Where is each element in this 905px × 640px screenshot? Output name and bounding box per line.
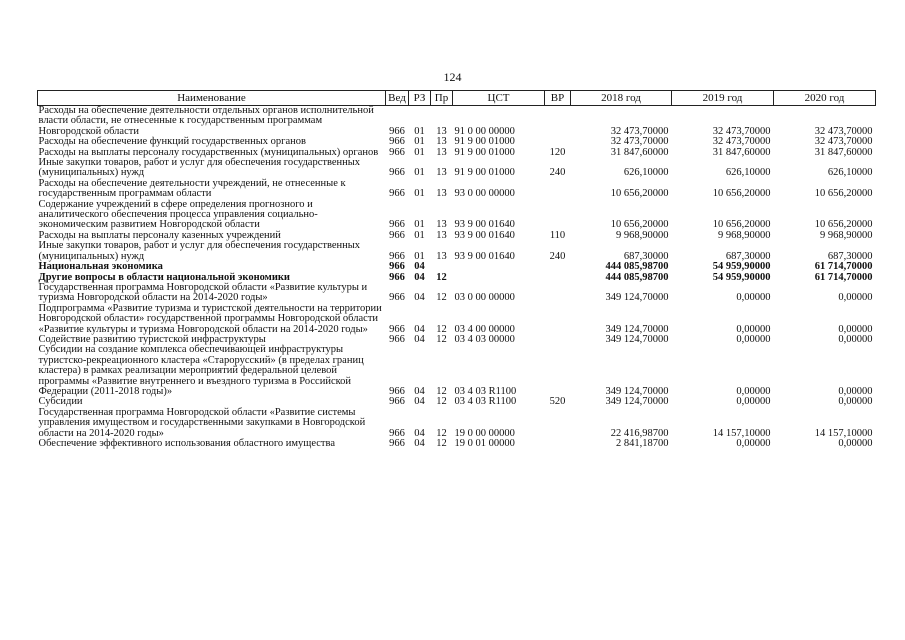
row-2020: 0,00000 xyxy=(838,438,873,449)
row-pr: 12 xyxy=(436,427,447,439)
header-vr: ВР xyxy=(545,91,571,106)
row-vr: 240 xyxy=(549,167,566,179)
row-2018: 32 473,70000 xyxy=(610,136,669,148)
row-pr: 12 xyxy=(436,333,447,345)
row-2019: 687,30000 xyxy=(725,250,771,262)
row-rz: 01 xyxy=(414,188,425,200)
row-ved: 966 xyxy=(389,146,405,158)
row-2020: 10 656,20000 xyxy=(814,219,873,231)
table-row xyxy=(38,158,876,179)
table-row xyxy=(38,439,876,449)
row-2019: 0,00000 xyxy=(736,323,771,335)
row-pr: 13 xyxy=(436,188,447,200)
row-2019: 32 473,70000 xyxy=(712,125,771,137)
row-rz: 04 xyxy=(414,271,425,283)
row-2020: 626,10000 xyxy=(827,167,873,179)
row-2019: 626,10000 xyxy=(725,167,771,179)
row-pr: 13 xyxy=(436,219,447,231)
row-vr xyxy=(545,408,571,439)
table-row xyxy=(38,200,876,231)
table-row xyxy=(38,408,876,439)
row-cst: 03 4 03 R1100 xyxy=(454,385,517,397)
row-name: Субсидии xyxy=(38,396,83,408)
row-ved: 966 xyxy=(389,261,405,273)
row-rz: 04 xyxy=(414,261,425,273)
row-2020: 61 714,70000 xyxy=(814,261,873,273)
row-2019: 0,00000 xyxy=(736,385,771,397)
row-vr xyxy=(545,304,571,335)
row-2018: 31 847,60000 xyxy=(610,146,669,158)
row-name: Национальная экономика xyxy=(38,261,163,273)
row-vr xyxy=(545,106,571,138)
table-row xyxy=(38,179,876,200)
table-row xyxy=(38,304,876,335)
row-2018: 32 473,70000 xyxy=(610,125,669,137)
table-header-row xyxy=(38,91,876,106)
row-2019: 10 656,20000 xyxy=(712,219,771,231)
row-vr xyxy=(545,262,571,272)
row-vr: 120 xyxy=(549,146,566,158)
row-name: Расходы на обеспечение деятельности учреждений, не отнесенные к государственным программам области xyxy=(38,177,346,200)
row-vr xyxy=(545,179,571,200)
row-2019: 32 473,70000 xyxy=(712,136,771,148)
row-name: Расходы на выплаты персоналу казенных учреждений xyxy=(38,229,281,241)
row-name: Обеспечение эффективного использования областного имущества xyxy=(38,438,335,449)
row-cst: 03 4 00 00000 xyxy=(454,323,515,335)
row-cst: 91 9 00 01000 xyxy=(454,146,515,158)
row-ved: 966 xyxy=(389,396,405,408)
row-rz: 01 xyxy=(414,167,425,179)
row-pr: 12 xyxy=(436,396,447,408)
row-2020: 61 714,70000 xyxy=(814,271,873,283)
row-vr xyxy=(545,439,571,449)
header-2019: 2019 год xyxy=(672,91,774,106)
row-2018: 2 841,18700 xyxy=(616,438,669,449)
row-rz: 01 xyxy=(414,219,425,231)
row-2018: 9 968,90000 xyxy=(616,229,669,241)
row-ved: 966 xyxy=(389,136,405,148)
row-pr xyxy=(431,262,453,272)
row-rz: 04 xyxy=(414,323,425,335)
row-2020: 32 473,70000 xyxy=(814,125,873,137)
row-2020: 0,00000 xyxy=(838,333,873,345)
row-vr: 110 xyxy=(549,229,566,241)
row-cst: 91 9 00 01000 xyxy=(454,167,515,179)
row-2020: 14 157,10000 xyxy=(814,427,873,439)
row-pr: 13 xyxy=(436,229,447,241)
row-2019: 54 959,90000 xyxy=(712,261,771,273)
row-2020: 687,30000 xyxy=(827,250,873,262)
header-2018: 2018 год xyxy=(571,91,672,106)
row-2020: 0,00000 xyxy=(838,396,873,408)
row-name: Содействие развитию туристской инфраструктуры xyxy=(38,333,266,345)
row-name: Иные закупки товаров, работ и услуг для обеспечения государственных (муниципальных) нужд xyxy=(38,240,361,262)
row-2019: 0,00000 xyxy=(736,438,771,449)
row-2018: 349 124,70000 xyxy=(605,323,669,335)
row-ved: 966 xyxy=(389,438,405,449)
row-pr: 12 xyxy=(436,292,447,304)
row-2019: 54 959,90000 xyxy=(712,271,771,283)
row-vr xyxy=(545,345,571,397)
row-vr xyxy=(545,200,571,231)
row-ved: 966 xyxy=(389,292,405,304)
row-vr xyxy=(545,335,571,345)
row-rz: 04 xyxy=(414,292,425,304)
row-pr: 12 xyxy=(436,271,447,283)
row-cst: 93 0 00 00000 xyxy=(454,188,515,200)
row-name: Государственная программа Новгородской области «Развитие культуры и туризма Новгородской области на 2014-2020 годы» xyxy=(38,281,368,304)
row-ved: 966 xyxy=(389,427,405,439)
table-row xyxy=(38,283,876,304)
row-name: Другие вопросы в области национальной экономики xyxy=(38,271,290,283)
header-2020: 2020 год xyxy=(774,91,876,106)
row-2019: 31 847,60000 xyxy=(712,146,771,158)
row-2018: 10 656,20000 xyxy=(610,188,669,200)
row-vr xyxy=(545,273,571,283)
page-number: 124 xyxy=(443,70,462,84)
row-2018: 10 656,20000 xyxy=(610,219,669,231)
row-vr: 240 xyxy=(549,250,566,262)
row-name: Содержание учреждений в сфере определения прогнозного и аналитического обеспечения процесса управления социально-экономическим развитием Новгородской области xyxy=(38,198,318,231)
row-rz: 01 xyxy=(414,125,425,137)
row-rz: 01 xyxy=(414,229,425,241)
row-2018: 687,30000 xyxy=(623,250,669,262)
row-2019: 10 656,20000 xyxy=(712,188,771,200)
row-2020: 10 656,20000 xyxy=(814,188,873,200)
row-pr: 13 xyxy=(436,250,447,262)
row-ved: 966 xyxy=(389,271,405,283)
row-ved: 966 xyxy=(389,188,405,200)
row-2019: 14 157,10000 xyxy=(712,427,771,439)
row-2018: 349 124,70000 xyxy=(605,396,669,408)
row-2018: 444 085,98700 xyxy=(605,261,669,273)
row-2019: 0,00000 xyxy=(736,396,771,408)
row-cst xyxy=(453,273,545,283)
row-2018: 626,10000 xyxy=(623,167,669,179)
row-pr: 13 xyxy=(436,125,447,137)
row-name: Субсидии на создание комплекса обеспечивающей инфраструктуры туристско-рекреационного кластера «Старорусский» (в пределах границ кластера) в рамках реализации мероприятий федеральной целевой программы «Развитие внутреннего и въездного туризма в Российской Федерации (2011-2018 годы)» xyxy=(38,344,364,397)
table-row xyxy=(38,106,876,138)
row-cst: 93 9 00 01640 xyxy=(454,219,515,231)
header-cst: ЦСТ xyxy=(453,91,545,106)
row-ved: 966 xyxy=(389,229,405,241)
row-2020: 0,00000 xyxy=(838,323,873,335)
row-ved: 966 xyxy=(389,125,405,137)
table-row xyxy=(38,241,876,262)
row-ved: 966 xyxy=(389,323,405,335)
row-2020: 0,00000 xyxy=(838,292,873,304)
row-pr: 12 xyxy=(436,323,447,335)
row-cst: 19 0 00 00000 xyxy=(454,427,515,439)
header-ved: Вед xyxy=(386,91,409,106)
row-name: Подпрограмма «Развитие туризма и туристской деятельности на территории Новгородской области» государственной программы Новгородской области «Развитие культуры и туризма Новгородской области на 2014-2020 годы» xyxy=(38,302,382,335)
row-2019: 0,00000 xyxy=(736,292,771,304)
row-cst: 93 9 00 01640 xyxy=(454,250,515,262)
row-cst: 03 4 03 R1100 xyxy=(454,396,517,408)
row-2018: 349 124,70000 xyxy=(605,333,669,345)
row-pr: 13 xyxy=(436,146,447,158)
row-name: Расходы на выплаты персоналу государственных (муниципальных) органов xyxy=(38,146,379,158)
row-2020: 0,00000 xyxy=(838,385,873,397)
row-ved: 966 xyxy=(389,250,405,262)
row-ved: 966 xyxy=(389,219,405,231)
header-rz: РЗ xyxy=(409,91,431,106)
row-2019: 0,00000 xyxy=(736,333,771,345)
row-cst: 03 0 00 00000 xyxy=(454,292,515,304)
row-rz: 04 xyxy=(414,385,425,397)
row-name: Государственная программа Новгородской области «Развитие системы управления имуществом и государственными закупками в Новгородской области на 2014-2020 годы» xyxy=(38,406,366,439)
row-2020: 9 968,90000 xyxy=(820,229,873,241)
row-2020: 32 473,70000 xyxy=(814,136,873,148)
row-rz: 04 xyxy=(414,427,425,439)
row-2018: 444 085,98700 xyxy=(605,271,669,283)
row-rz: 01 xyxy=(414,250,425,262)
row-cst xyxy=(453,262,545,272)
row-cst: 91 0 00 00000 xyxy=(454,125,515,137)
row-rz: 04 xyxy=(414,396,425,408)
row-name: Расходы на обеспечение деятельности отдельных органов исполнительной власти области, не отнесенные к государственным программам Новгородской области xyxy=(38,105,374,137)
row-name: Расходы на обеспечение функций государственных органов xyxy=(38,136,306,148)
row-rz: 04 xyxy=(414,438,425,449)
header-pr: Пр xyxy=(431,91,453,106)
budget-table xyxy=(37,90,876,449)
row-ved: 966 xyxy=(389,167,405,179)
row-2018: 349 124,70000 xyxy=(605,292,669,304)
row-pr: 13 xyxy=(436,136,447,148)
row-rz: 01 xyxy=(414,146,425,158)
row-vr: 520 xyxy=(549,396,566,408)
row-ved: 966 xyxy=(389,385,405,397)
row-cst: 19 0 01 00000 xyxy=(454,438,515,449)
table-row xyxy=(38,345,876,397)
row-2018: 22 416,98700 xyxy=(610,427,669,439)
row-vr xyxy=(545,283,571,304)
row-2019: 9 968,90000 xyxy=(718,229,771,241)
row-cst: 91 9 00 01000 xyxy=(454,136,515,148)
row-rz: 01 xyxy=(414,136,425,148)
row-cst: 03 4 03 00000 xyxy=(454,333,515,345)
row-cst: 93 9 00 01640 xyxy=(454,229,515,241)
row-pr: 13 xyxy=(436,167,447,179)
table-row xyxy=(38,262,876,272)
row-name: Иные закупки товаров, работ и услуг для обеспечения государственных (муниципальных) нужд xyxy=(38,157,361,179)
header-name: Наименование xyxy=(38,91,386,106)
row-pr: 12 xyxy=(436,385,447,397)
row-ved: 966 xyxy=(389,333,405,345)
row-2018: 349 124,70000 xyxy=(605,385,669,397)
row-pr: 12 xyxy=(436,438,447,449)
row-rz: 04 xyxy=(414,333,425,345)
row-2020: 31 847,60000 xyxy=(814,146,873,158)
